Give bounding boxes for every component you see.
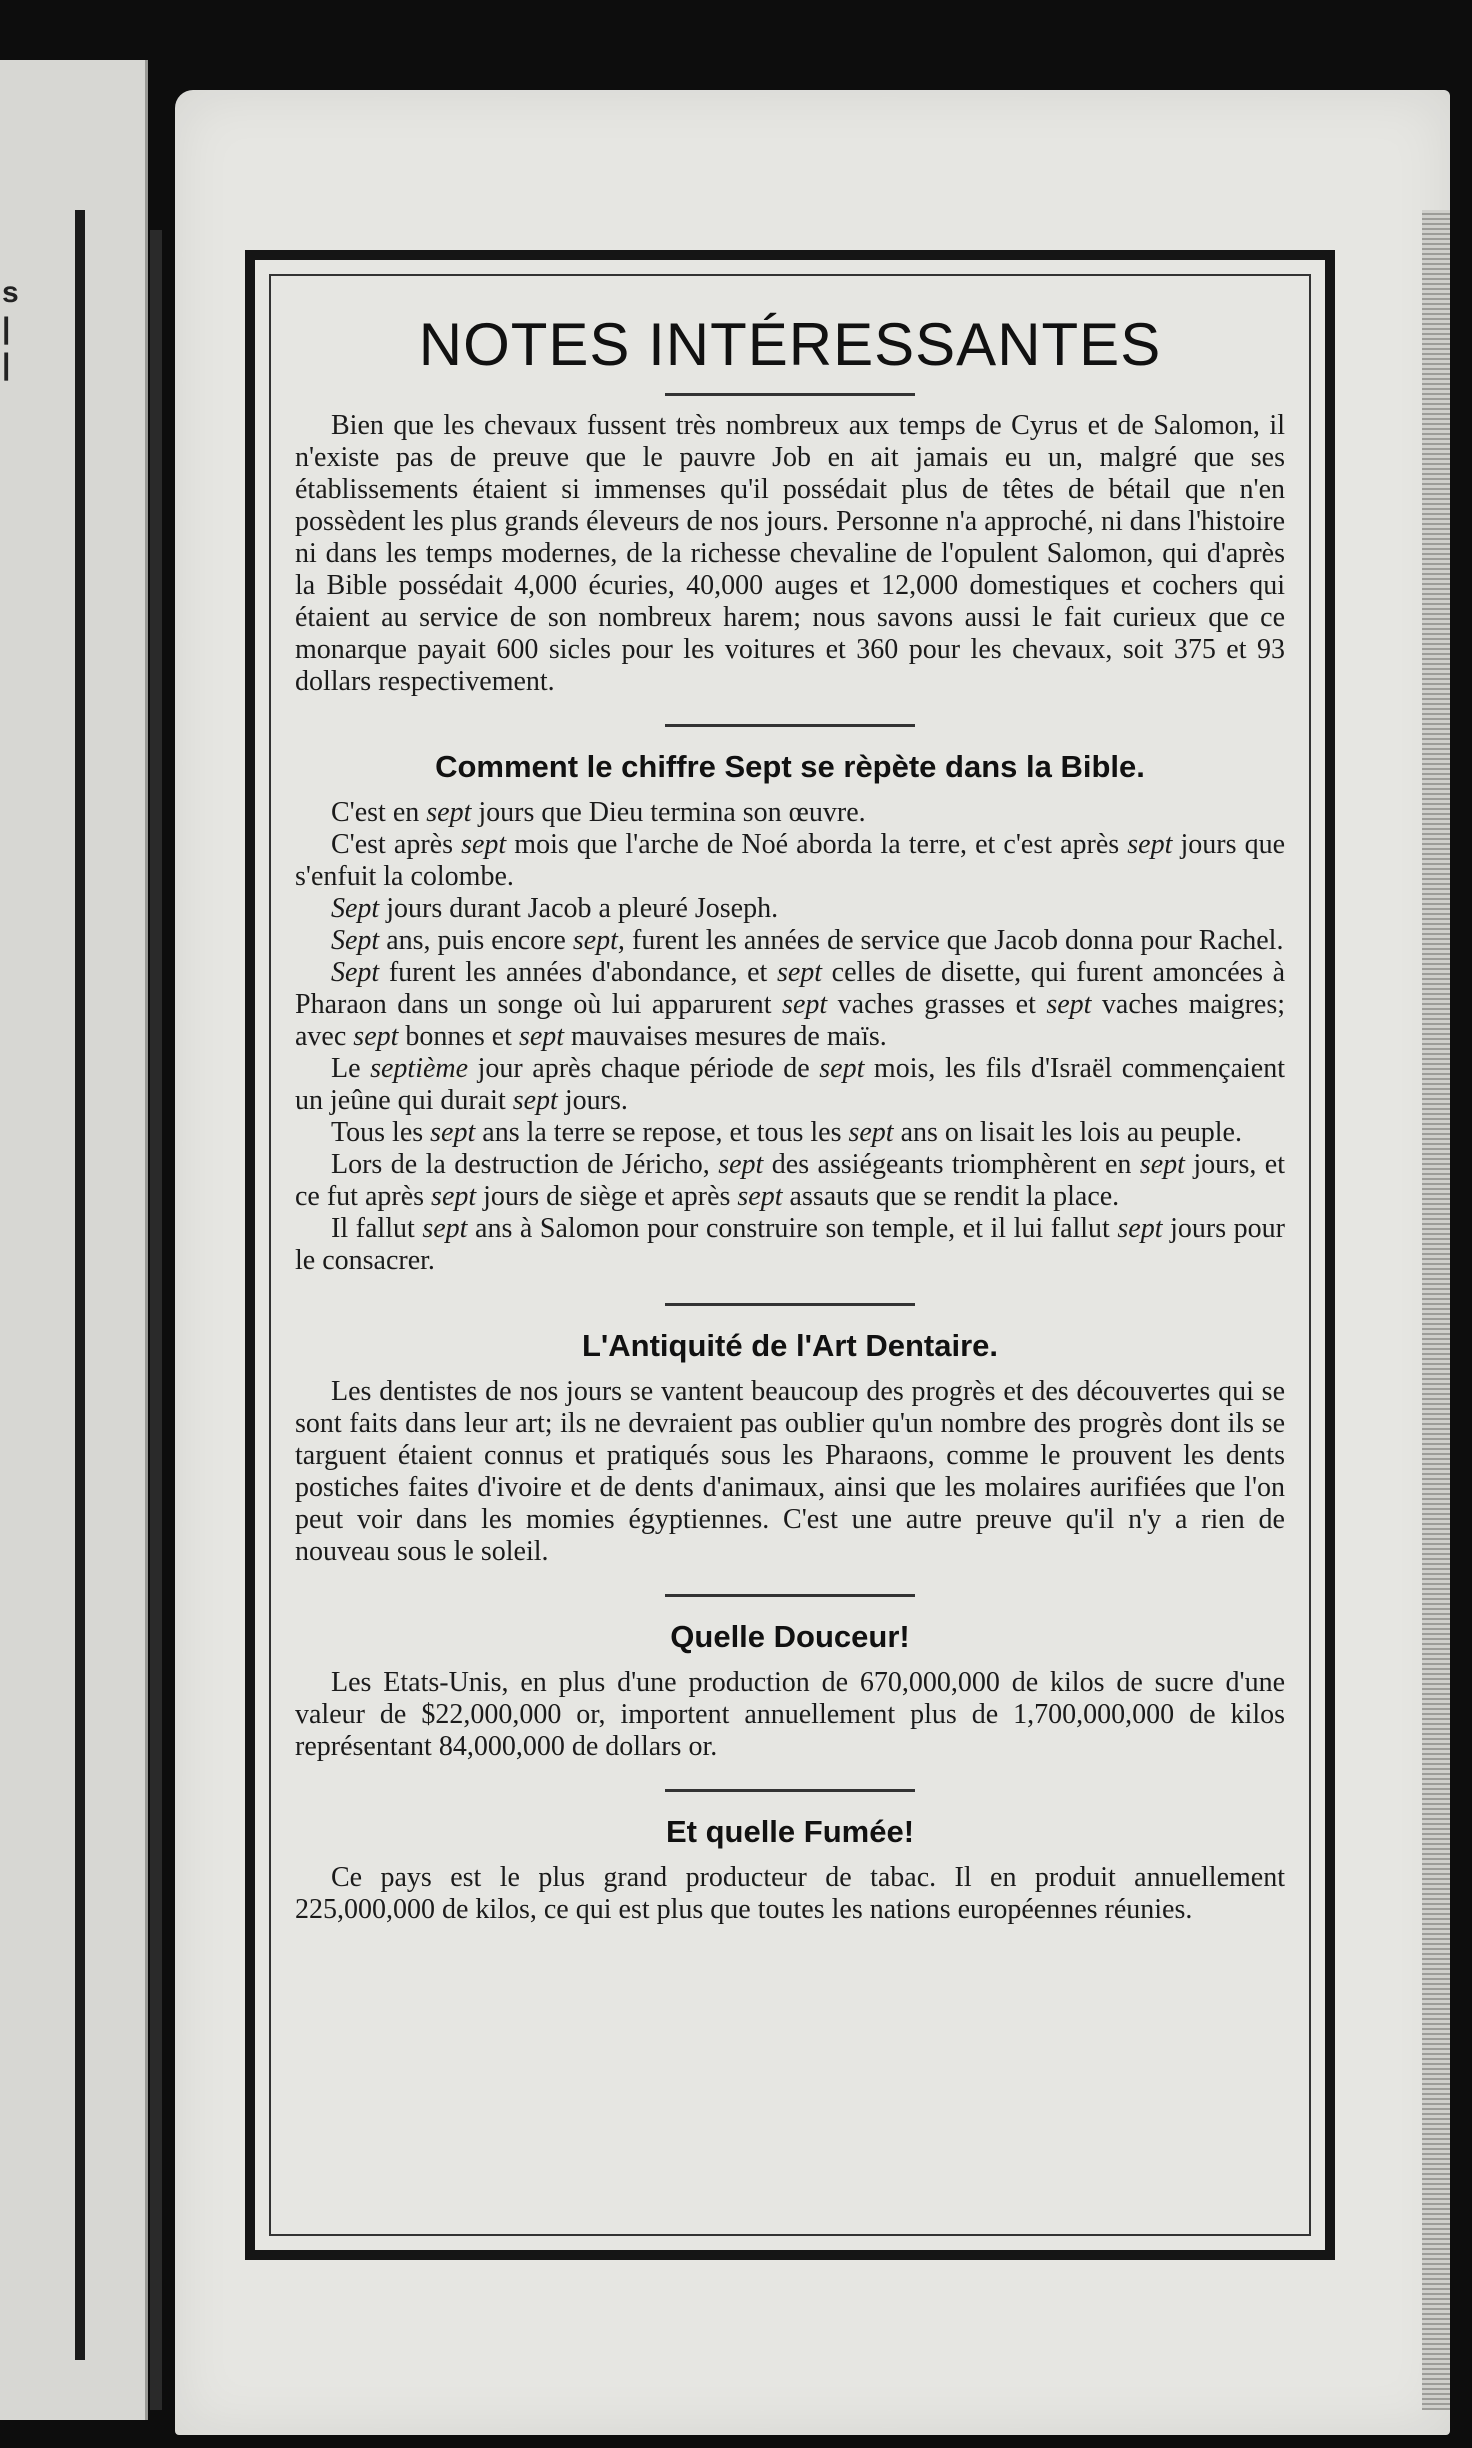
notes-frame bbox=[245, 250, 1335, 2260]
sept-line bbox=[295, 797, 1285, 829]
sept-text: mauvaises mesures de maïs. bbox=[564, 1021, 887, 1052]
sept-emphasis: sept, bbox=[572, 925, 625, 956]
sept-emphasis: sept bbox=[718, 1149, 764, 1180]
sept-text: jours. bbox=[557, 1085, 628, 1116]
section-heading-dentaire: L'Antiquité de l'Art Dentaire. bbox=[581, 1328, 999, 1363]
notes-content bbox=[295, 290, 1285, 1926]
sept-text: bonnes et bbox=[398, 1021, 519, 1052]
sept-line bbox=[295, 957, 1285, 1053]
sept-emphasis: Sept bbox=[331, 925, 380, 956]
sept-lines bbox=[295, 797, 1285, 1277]
sept-text: celles de disette, qui furent amoncées à Pharaon dans un songe où lui apparurent bbox=[295, 957, 1285, 1020]
sept-text: ans la terre se repose, et tous les bbox=[475, 1117, 849, 1148]
sept-emphasis: Sept bbox=[331, 957, 380, 988]
sept-text: furent les années de service que Jacob donna pour Rachel. bbox=[624, 925, 1284, 956]
sept-text: ans à Salomon pour construire son temple, et il lui fallut bbox=[467, 1213, 1118, 1244]
sept-text: vaches maigres; avec bbox=[295, 989, 1286, 1052]
section-heading-fumee: Et quelle Fumée! bbox=[665, 1814, 915, 1849]
section-heading-sept: Comment le chiffre Sept se rèpète dans la Bible. bbox=[435, 749, 1145, 784]
sept-line bbox=[295, 829, 1285, 893]
intro-paragraph: Bien que les chevaux fussent très nombreux aux temps de Cyrus et de Salomon, il n'existe pas de preuve que le pauvre Job en ait jamais eu un, malgré que ses établissements étaient si immenses qu'il possédait plus de têtes de bétail que n'en possèdent les plus grands éleveurs de nos jours. Personne n'a approché, ni dans l'histoire ni dans les temps modernes, de la richesse chevaline de l'opulent Salomon, qui d'après la Bible possédait 4,000 écuries, 40,000 auges et 12,000 domestiques et cochers qui étaient au service de son nombreux harem; nous savons aussi le fait curieux que ce monarque payait 600 sicles pour les voitures et 360 pour les chevaux, soit 375 et 93 dollars respectivement. bbox=[295, 410, 1285, 697]
divider bbox=[665, 1303, 915, 1306]
sept-text: Le bbox=[331, 1053, 371, 1084]
sept-emphasis: sept bbox=[518, 1021, 565, 1052]
sept-text: des assiégeants triomphèrent en bbox=[763, 1149, 1140, 1180]
divider bbox=[665, 1789, 915, 1792]
adjacent-page bbox=[0, 60, 148, 2420]
sept-text: C'est après bbox=[331, 829, 462, 860]
divider bbox=[665, 393, 915, 396]
page-gutter-shadow bbox=[150, 230, 162, 2410]
sept-line bbox=[295, 1213, 1285, 1277]
sept-text: C'est en bbox=[331, 797, 427, 828]
sept-emphasis: septième bbox=[370, 1053, 469, 1084]
sept-emphasis: sept bbox=[353, 1021, 399, 1052]
sept-text: jour après chaque période de bbox=[468, 1053, 820, 1084]
sept-text: mois, les fils d'Israël commençaient un jeûne qui durait bbox=[295, 1053, 1285, 1116]
sept-emphasis: sept bbox=[426, 797, 472, 828]
sept-emphasis: sept bbox=[737, 1181, 783, 1212]
sept-text: jours durant Jacob a pleuré Joseph. bbox=[379, 893, 779, 924]
page-title: NOTES INTÉRESSANTES bbox=[418, 311, 1162, 378]
sept-line bbox=[295, 1053, 1285, 1117]
sept-line bbox=[295, 1117, 1285, 1149]
adjacent-page-frame-edge bbox=[75, 210, 105, 2360]
sept-line bbox=[295, 893, 1285, 925]
sept-emphasis: sept bbox=[1127, 829, 1173, 860]
sept-text: jours pour le consacrer. bbox=[295, 1213, 1285, 1276]
sept-text: Lors de la destruction de Jéricho, bbox=[331, 1149, 719, 1180]
sept-emphasis: sept bbox=[431, 1181, 477, 1212]
sept-text: Tous les bbox=[331, 1117, 431, 1148]
divider bbox=[665, 1594, 915, 1597]
sept-emphasis: sept bbox=[512, 1085, 558, 1116]
fumee-paragraph: Ce pays est le plus grand producteur de tabac. Il en produit annuellement 225,000,000 de kilos, ce qui est plus que toutes les nations européennes réunies. bbox=[295, 1862, 1285, 1925]
douceur-paragraph: Les Etats-Unis, en plus d'une production de 670,000,000 de kilos de sucre d'une valeur de $22,000,000 or, importent annuellement plus de 1,700,000,000 de kilos représentant 84,000,000 de dollars or. bbox=[295, 1667, 1285, 1762]
sept-emphasis: sept bbox=[430, 1117, 476, 1148]
sept-emphasis: Sept bbox=[331, 893, 380, 924]
sept-emphasis: sept bbox=[1117, 1213, 1163, 1244]
sept-text: ans on lisait les lois au peuple. bbox=[893, 1117, 1242, 1148]
sept-emphasis: sept bbox=[782, 989, 828, 1020]
sept-emphasis: sept bbox=[776, 957, 823, 988]
sept-text: jours que Dieu termina son œuvre. bbox=[471, 797, 866, 828]
page-stack-edge bbox=[1422, 210, 1450, 2410]
sept-text: jours que s'enfuit la colombe. bbox=[295, 829, 1285, 892]
sept-emphasis: sept bbox=[848, 1117, 894, 1148]
dentaire-paragraph: Les dentistes de nos jours se vantent beaucoup des progrès et des découvertes qui se sont faits dans leur art; ils ne devraient pas oublier qu'un nombre des progrès dont ils se targuent étaient connus et pratiqués sous les Pharaons, comme le prouvent les dents postiches faites d'ivoire et de dents d'animaux, ainsi que les molaires aurifiées que l'on peut voir dans les momies égyptiennes. C'est une autre preuve qu'il n'y a rien de nouveau sous le soleil. bbox=[295, 1376, 1285, 1567]
sept-text: mois que l'arche de Noé aborda la terre, et c'est après bbox=[506, 829, 1128, 860]
sept-emphasis: sept bbox=[422, 1213, 468, 1244]
adjacent-page-text-fragment: s | | bbox=[2, 276, 19, 381]
sept-emphasis: sept bbox=[819, 1053, 865, 1084]
sept-line bbox=[295, 1149, 1285, 1213]
sept-text: Il fallut bbox=[331, 1213, 423, 1244]
sept-text: vaches grasses et bbox=[827, 989, 1047, 1020]
sept-text: furent les années d'abondance, et bbox=[379, 957, 777, 988]
sept-text: ans, puis encore bbox=[379, 925, 573, 956]
section-heading-douceur: Quelle Douceur! bbox=[670, 1619, 910, 1654]
sept-line bbox=[295, 925, 1285, 957]
sept-text: jours de siège et après bbox=[476, 1181, 738, 1212]
sept-emphasis: sept bbox=[461, 829, 507, 860]
sept-emphasis: sept bbox=[1046, 989, 1092, 1020]
sept-text: jours, et ce fut après bbox=[295, 1149, 1286, 1212]
sept-text: assauts que se rendit la place. bbox=[782, 1181, 1120, 1212]
sept-emphasis: sept bbox=[1139, 1149, 1185, 1180]
divider bbox=[665, 724, 915, 727]
